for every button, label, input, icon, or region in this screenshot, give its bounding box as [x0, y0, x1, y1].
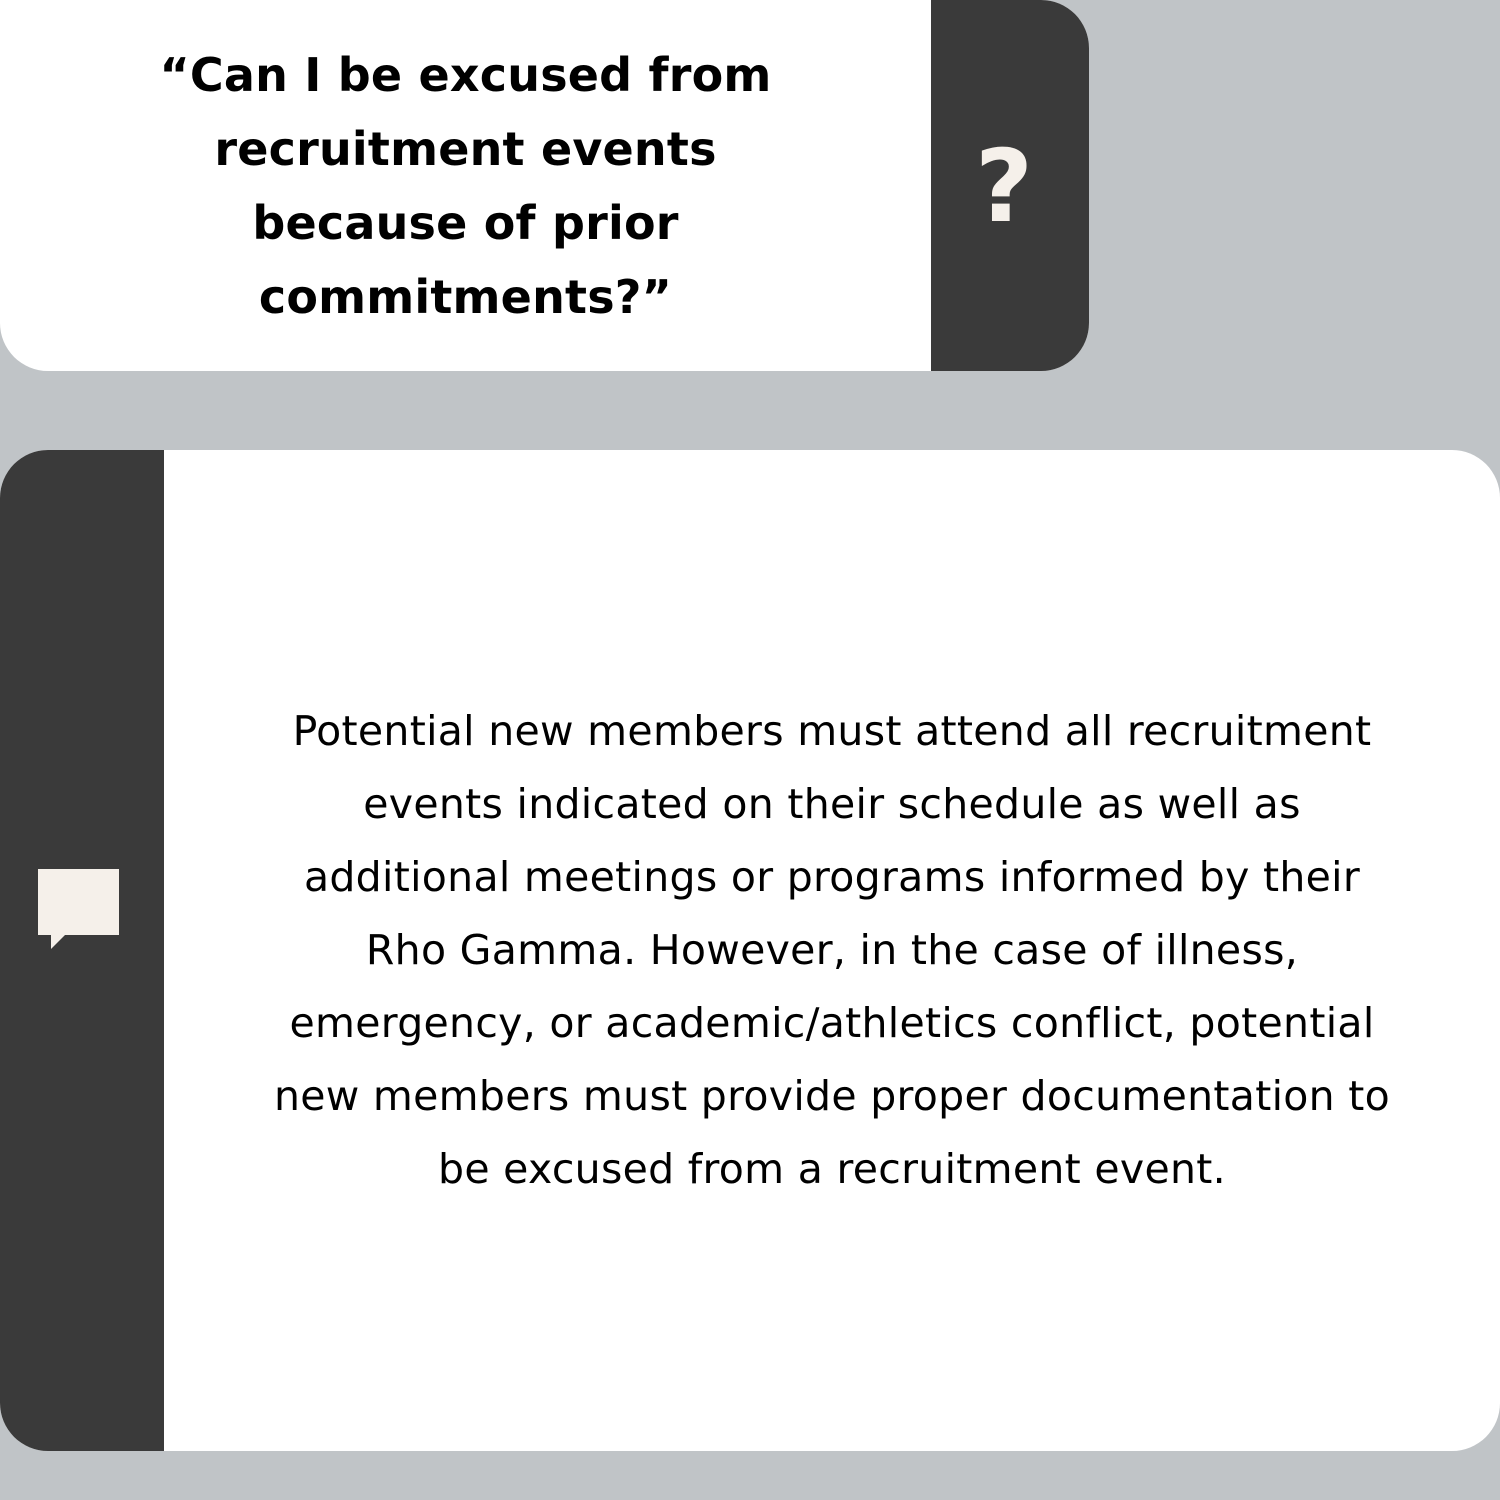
question-card — [0, 0, 1089, 371]
answer-text: Potential new members must attend all recruitment events indicated on their schedule as well as additional meetings or programs informed by their Rho Gamma. However, in the case of illness, emergency, or academic/athletics conflict, potential new members must provide proper documentation to be excused from a recruitment event. — [273, 707, 1391, 1193]
question-mark-icon: ? — [974, 127, 1033, 245]
answer-card — [0, 450, 1500, 1451]
speech-bubble-icon — [38, 869, 119, 951]
answer-side-panel — [0, 450, 164, 1451]
answer-text-area — [164, 450, 1500, 1451]
question-text-area — [0, 0, 931, 371]
question-side-panel — [931, 0, 1089, 371]
question-text: “Can I be excused from recruitment events because of prior commitments?” — [159, 47, 772, 324]
